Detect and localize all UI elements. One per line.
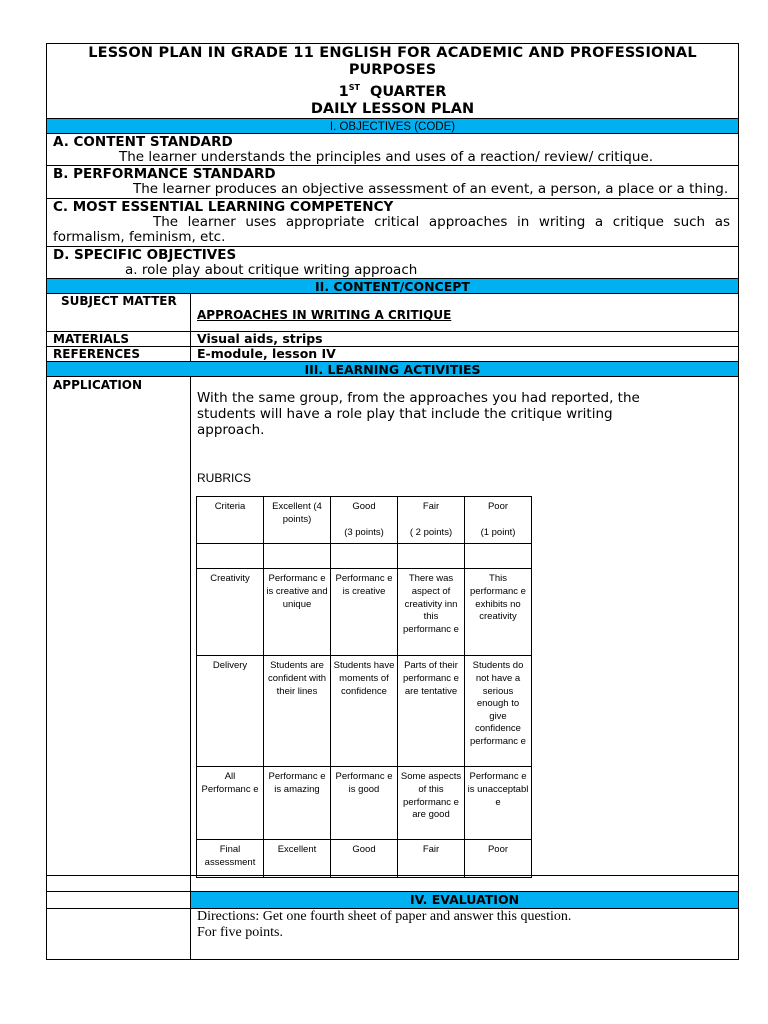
content-standard-text: The learner understands the principles and uses of a reaction/ review/ critique. (119, 148, 654, 165)
rubric-cell (465, 544, 532, 569)
rubric-cell: Fair (398, 840, 465, 878)
rubric-cell: Good (331, 840, 398, 878)
evaluation-content (191, 909, 738, 959)
specific-objectives-text: a. role play about critique writing approach (125, 261, 418, 278)
rubric-cell: Performanc e is creative (331, 569, 398, 656)
rubric-cell (398, 544, 465, 569)
evaluation-band-row (47, 891, 738, 908)
application-row (47, 377, 738, 875)
performance-standard-section (47, 165, 738, 198)
rubric-cell (264, 544, 331, 569)
materials-row (47, 331, 738, 346)
evaluation-band: IV. EVALUATION (191, 892, 738, 908)
rubric-cell: Final assessment (197, 840, 264, 878)
references-label: REFERENCES (47, 347, 191, 361)
rubric-cell: Excellent (264, 840, 331, 878)
rubric-cell: Performanc e is amazing (264, 767, 331, 840)
application-instructions: With the same group, from the approaches you had reported, the students will have a role play that include the critique writing approach. (197, 390, 640, 439)
rubric-header-row (197, 497, 532, 544)
title-line-1: LESSON PLAN IN GRADE 11 ENGLISH FOR ACADEMIC AND PROFESSIONAL (88, 45, 697, 61)
rubric-cell: Poor (465, 840, 532, 878)
learning-activities-band: III. LEARNING ACTIVITIES (47, 361, 738, 377)
lesson-plan-document (46, 43, 739, 960)
rubric-cell (331, 544, 398, 569)
subject-matter-value: APPROACHES IN WRITING A CRITIQUE (197, 308, 452, 323)
rubric-row (197, 656, 532, 767)
rubric-cell: Fair ( 2 points) (398, 497, 465, 544)
performance-standard-text: The learner produces an objective assessment of an event, a person, a place or a thing. (133, 181, 729, 198)
rubric-table (196, 496, 532, 878)
rubric-cell: Students have moments of confidence (331, 656, 398, 767)
application-content (191, 377, 738, 875)
rubric-cell: Excellent (4 points) (264, 497, 331, 544)
references-row (47, 346, 738, 361)
title-quarter: 1ST QUARTER (338, 83, 447, 100)
rubric-row (197, 840, 532, 878)
rubric-row (197, 569, 532, 656)
subject-matter-row (47, 294, 738, 331)
title-line-4: DAILY LESSON PLAN (310, 100, 475, 117)
evaluation-label-cell (47, 909, 191, 959)
rubric-cell: Delivery (197, 656, 264, 767)
rubric-row (197, 544, 532, 569)
materials-label: MATERIALS (47, 332, 191, 346)
rubric-cell: Performanc e is good (331, 767, 398, 840)
rubric-cell (197, 544, 264, 569)
rubric-cell: Performanc e is creative and unique (264, 569, 331, 656)
competency-text: The learner uses appropriate critical approaches in writing a critique such as formalism, feminism, etc. (53, 213, 730, 246)
rubric-cell: Good (3 points) (331, 497, 398, 544)
rubric-cell: Students are confident with their lines (264, 656, 331, 767)
materials-value: Visual aids, strips (197, 331, 323, 347)
rubric-cell: There was aspect of creativity inn this performanc e (398, 569, 465, 656)
rubric-cell: Parts of their performanc e are tentative (398, 656, 465, 767)
content-concept-band: II. CONTENT/CONCEPT (47, 278, 738, 294)
specific-objectives-heading: D. SPECIFIC OBJECTIVES (53, 246, 237, 263)
performance-standard-heading: B. PERFORMANCE STANDARD (53, 166, 276, 183)
rubric-cell: Poor (1 point) (465, 497, 532, 544)
rubric-cell: Performanc e is unacceptabl e (465, 767, 532, 840)
rubric-cell: All Performanc e (197, 767, 264, 840)
competency-heading: C. MOST ESSENTIAL LEARNING COMPETENCY (53, 198, 394, 215)
evaluation-points: For five points. (197, 925, 283, 941)
rubric-cell: This performanc e exhibits no creativity (465, 569, 532, 656)
references-value: E-module, lesson IV (197, 346, 336, 362)
content-standard-heading: A. CONTENT STANDARD (53, 133, 233, 150)
title-line-2: PURPOSES (348, 62, 437, 78)
rubric-cell: Creativity (197, 569, 264, 656)
rubric-cell: Students do not have a serious enough to give confidence performanc e (465, 656, 532, 767)
subject-matter-label: SUBJECT MATTER (47, 294, 191, 331)
evaluation-row (47, 908, 738, 959)
evaluation-band-spacer (47, 892, 191, 908)
specific-objectives-section (47, 246, 738, 279)
rubric-cell: Some aspects of this performanc e are good (398, 767, 465, 840)
rubric-row (197, 767, 532, 840)
document-title (47, 44, 738, 118)
content-standard-section (47, 134, 738, 166)
objectives-band: I. OBJECTIVES (CODE) (47, 118, 738, 134)
evaluation-directions: Directions: Get one fourth sheet of paper and answer this question. (197, 909, 572, 925)
blank-cell (47, 876, 191, 891)
application-label: APPLICATION (47, 377, 191, 875)
competency-section (47, 198, 738, 246)
rubric-cell: Criteria (197, 497, 264, 544)
rubrics-label: RUBRICS (197, 471, 252, 486)
